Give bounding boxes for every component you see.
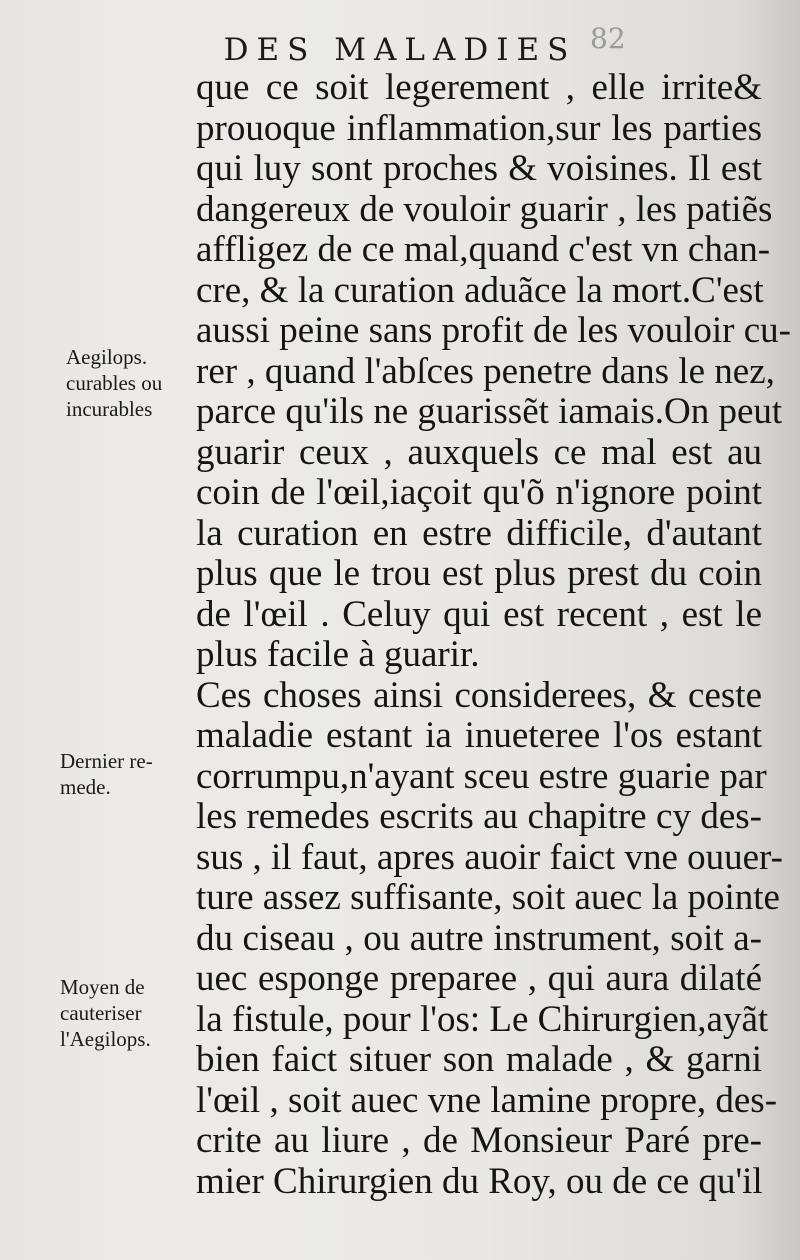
text-line: mier Chirurgien du Roy, ou de ce qu'il (196, 1160, 763, 1202)
text-line: la fistule, pour l'os: Le Chirurgien,ayãt (196, 998, 769, 1040)
text-line: que ce soit legerement , elle irrite& (196, 67, 762, 108)
margin-note-line: curables ou (66, 371, 163, 395)
text-line: qui luy sont proches & voisines. Il est (196, 148, 762, 189)
margin-note-aegilops (66, 344, 196, 422)
text-line: prouoque inflammation,sur les parties (196, 107, 762, 149)
margin-note-moyen-cauteriser (60, 974, 190, 1052)
text-line: les remedes escrits au chapitre cy des- (196, 796, 762, 837)
margin-note-line: incurables (66, 397, 153, 421)
running-title: DES MALADIES (223, 32, 577, 68)
text-line: parce qu'ils ne guarissẽt iamais.On peut (196, 391, 783, 432)
text-line: de l'œil . Celuy qui est recent , est le (196, 593, 762, 635)
text-line: aussi peine sans profit de les vouloir cu- (196, 310, 791, 351)
margin-note-line: Dernier re- (60, 749, 153, 773)
text-line: guarir ceux , auxquels ce mal est au (196, 431, 762, 473)
text-line: affligez de ce mal,quand c'est vn chan- (196, 229, 771, 270)
text-line: crite au liure , de Monsieur Paré pre- (196, 1120, 762, 1161)
text-line: bien faict situer son malade , & garni (196, 1039, 762, 1080)
text-line: maladie estant ia inueteree l'os estant (196, 715, 762, 756)
text-line: dangereux de vouloir guarir , les patiẽs (196, 188, 773, 230)
text-line: coin de l'œil,iaçoit qu'õ n'ignore point (196, 472, 762, 513)
text-line: Ces choses ainsi considerees, & ceste (196, 674, 762, 716)
text-line: rer , quand l'abſces penetre dans le nez, (196, 350, 775, 392)
text-line: sus , il faut, apres auoir faict vne ouuer- (196, 836, 783, 878)
text-line: ture assez suffisante, soit auec la pointe (196, 877, 780, 918)
text-line: uec esponge preparee , qui aura dilaté (196, 958, 762, 999)
margin-note-dernier-remede (60, 748, 190, 800)
text-line: du ciseau , ou autre instrument, soit a- (196, 917, 762, 959)
text-line: l'œil , soit auec vne lamine propre, des- (196, 1079, 778, 1121)
text-line: plus facile à guarir. (196, 634, 480, 675)
margin-note-line: l'Aegilops. (60, 1027, 151, 1051)
margin-note-line: Moyen de (60, 975, 145, 999)
text-line: la curation en estre difficile, d'autant (196, 512, 762, 554)
main-text-block (196, 67, 791, 1202)
margin-note-line: Aegilops. (66, 345, 148, 369)
text-line: plus que le trou est plus prest du coin (196, 553, 762, 594)
margin-note-line: mede. (60, 775, 111, 799)
text-line: corrumpu,n'ayant sceu estre guarie par (196, 755, 767, 797)
page-number: 82 (590, 22, 626, 55)
margin-note-line: cauteriser (60, 1001, 142, 1025)
text-line: cre, & la curation aduãce la mort.C'est (196, 269, 764, 311)
